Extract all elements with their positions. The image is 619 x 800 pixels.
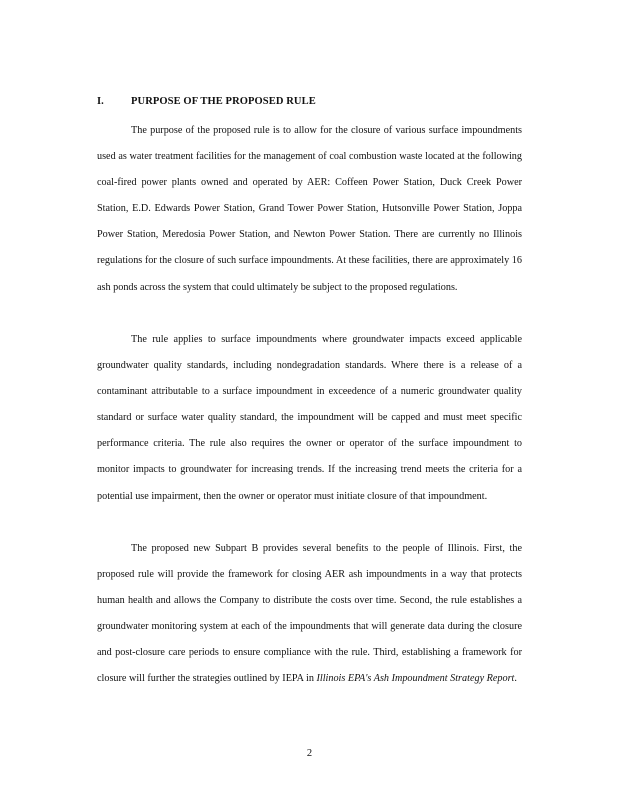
paragraph-1-block — [97, 118, 522, 301]
section-heading — [97, 96, 316, 107]
paragraph-3-block — [97, 536, 522, 693]
section-title: PURPOSE OF THE PROPOSED RULE — [131, 96, 316, 107]
paragraph-3-text: The proposed new Subpart B provides several benefits to the people of Illinois. First, the proposed rule will provide the framework for closing AER ash impoundments in a way that protects human health and allows the Company to distribute the costs over time. Second, the rule establishes a groundwater monitoring system at each of the impoundments that will generate data during the closure and post-closure care periods to ensure compliance with the rule. Third, establishing a framework for closure will further the strategies outlined by IEPA in — [97, 543, 522, 685]
paragraph-3 — [97, 536, 522, 693]
paragraph-2-block — [97, 327, 522, 510]
section-number: I. — [97, 96, 104, 107]
paragraph-2: The rule applies to surface impoundments where groundwater impacts exceed applicable groundwater quality standards, including nondegradation standards. Where there is a release of a contaminant attributable to a surface impoundment in exceedence of a numeric groundwater quality standard or surface water quality standard, the impoundment will be capped and must meet specific performance criteria. The rule also requires the owner or operator of the surface impoundment to monitor impacts to groundwater for increasing trends. If the increasing trend meets the criteria for a potential use impairment, then the owner or operator must initiate closure of that impoundment. — [97, 334, 522, 502]
paragraph-1: The purpose of the proposed rule is to allow for the closure of various surface impoundments used as water treatment facilities for the management of coal combustion waste located at the following coal-fired power plants owned and operated by AER: Coffeen Power Station, Duck Creek Power Station, E.D. Edwards Power Station, Grand Tower Power Station, Hutsonville Power Station, Joppa Power Station, Meredosia Power Station, and Newton Power Station. There are currently no Illinois regulations for the closure of such surface impoundments. At these facilities, there are approximately 16 ash ponds across the system that could ultimately be subject to the proposed regulations. — [97, 125, 522, 293]
page-number: 2 — [306, 748, 313, 759]
paragraph-3-end: . — [514, 673, 517, 685]
report-title-italic: Illinois EPA's Ash Impoundment Strategy Report — [316, 673, 515, 685]
